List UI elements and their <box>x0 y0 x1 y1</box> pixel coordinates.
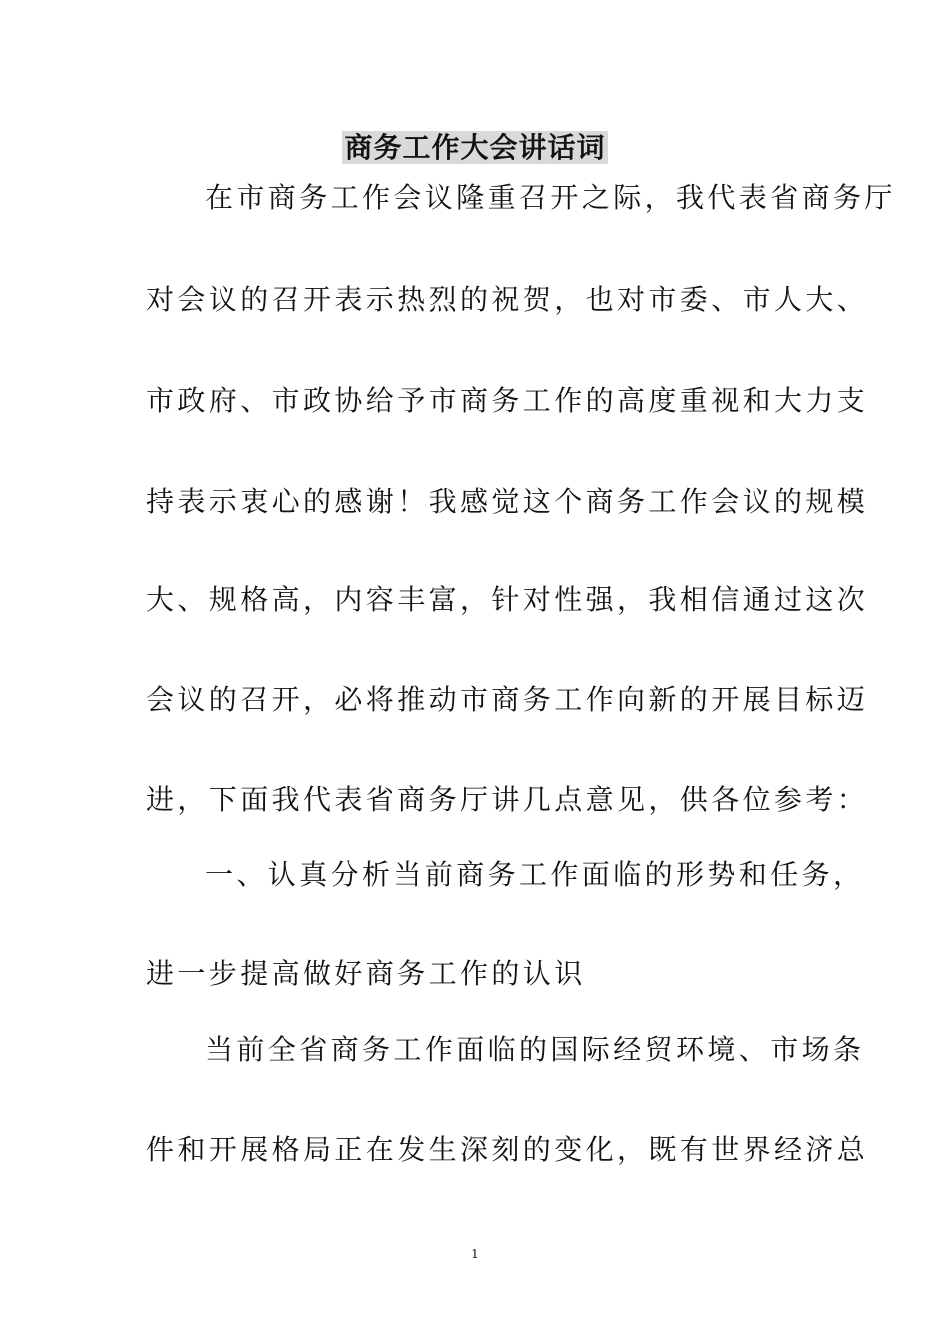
body-line: 会议的召开，必将推动市商务工作向新的开展目标迈 <box>146 683 869 716</box>
body-line: 大、规格高，内容丰富，针对性强，我相信通过这次 <box>146 583 869 616</box>
section-heading-line: 进一步提高做好商务工作的认识 <box>146 957 586 990</box>
body-line: 当前全省商务工作面临的国际经贸环境、市场条 <box>205 1033 865 1066</box>
body-line: 进，下面我代表省商务厅讲几点意见，供各位参考： <box>146 783 869 816</box>
body-line: 市政府、市政协给予市商务工作的高度重视和大力支 <box>146 384 869 417</box>
body-line: 持表示衷心的感谢！我感觉这个商务工作会议的规模 <box>146 485 869 518</box>
page-number: 1 <box>471 1247 479 1261</box>
document-title: 商务工作大会讲话词 <box>344 131 606 164</box>
body-line: 在市商务工作会议隆重召开之际，我代表省商务厅 <box>205 181 896 214</box>
body-line: 对会议的召开表示热烈的祝贺，也对市委、市人大、 <box>146 283 869 316</box>
body-line: 件和开展格局正在发生深刻的变化，既有世界经济总 <box>146 1133 869 1166</box>
section-heading-line: 一、认真分析当前商务工作面临的形势和任务， <box>205 858 865 891</box>
